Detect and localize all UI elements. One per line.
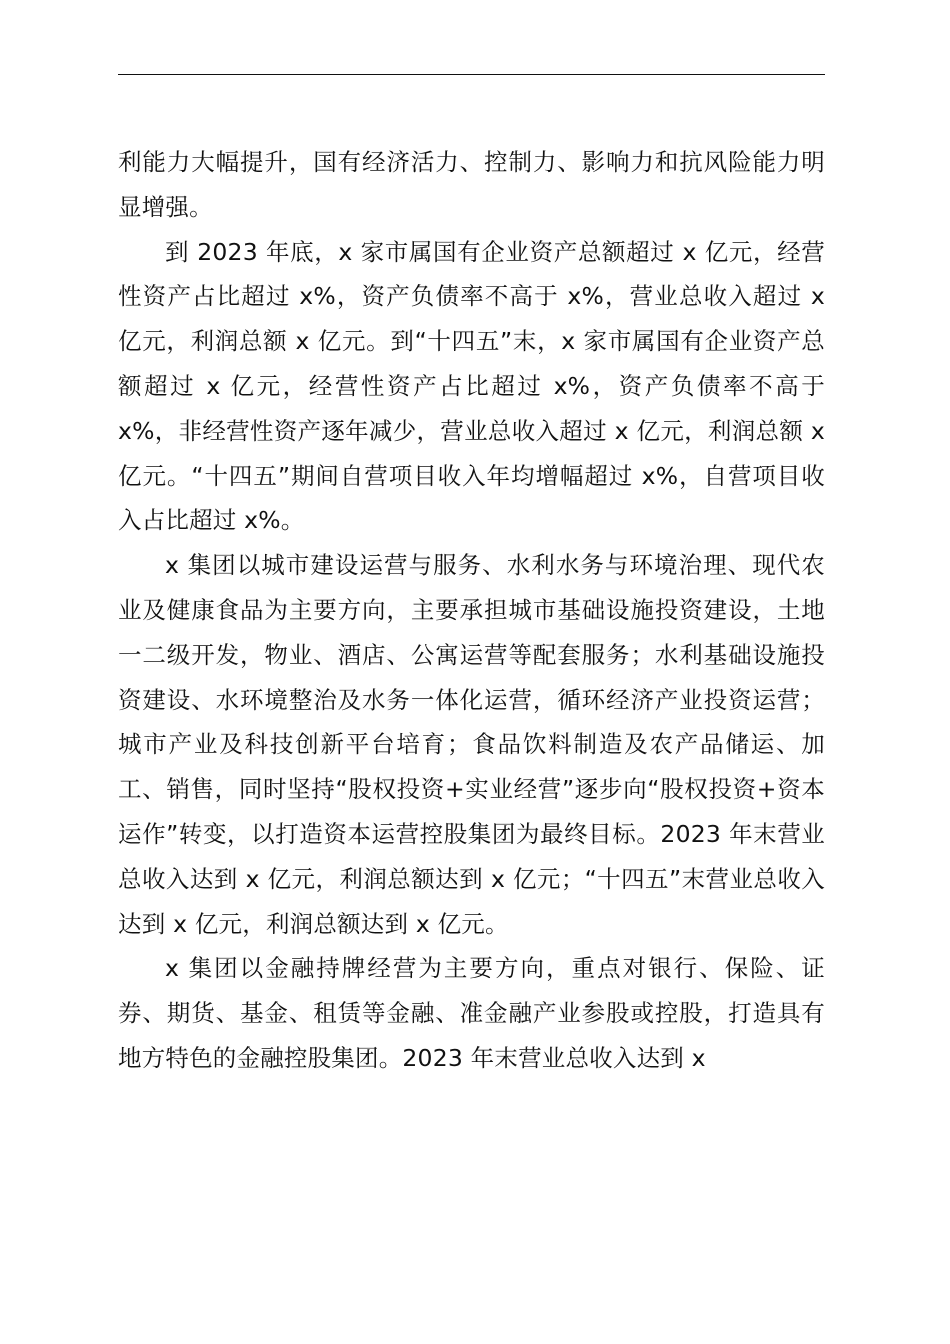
header-rule — [118, 74, 825, 75]
paragraph-2: 到 2023 年底，x 家市属国有企业资产总额超过 x 亿元，经营性资产占比超过 x%，资产负债率不高于 x%，营业总收入超过 x 亿元，利润总额 x 亿元。到“十四五”末，x 家市属国有企业资产总额超过 x 亿元，经营性资产占比超过 x%，资产负债率不高于 x%，非经营性资产逐年减少，营业总收入超过 x 亿元，利润总额 x 亿元。“十四五”期间自营项目收入年均增幅超过 x%，自营项目收入占比超过 x%。 — [118, 237, 825, 535]
document-body — [118, 140, 825, 1081]
paragraph-1: 利能力大幅提升，国有经济活力、控制力、影响力和抗风险能力明显增强。 — [118, 148, 825, 221]
paragraph-3: x 集团以城市建设运营与服务、水利水务与环境治理、现代农业及健康食品为主要方向，主要承担城市基础设施投资建设，土地一二级开发，物业、酒店、公寓运营等配套服务；水利基础设施投资建设、水环境整治及水务一体化运营，循环经济产业投资运营；城市产业及科技创新平台培育；食品饮料制造及农产品储运、加工、销售，同时坚持“股权投资+实业经营”逐步向“股权投资+资本运作”转变，以打造资本运营控股集团为最终目标。2023 年末营业总收入达到 x 亿元，利润总额达到 x 亿元；“十四五”末营业总收入达到 x 亿元，利润总额达到 x 亿元。 — [118, 551, 825, 938]
paragraph-4: x 集团以金融持牌经营为主要方向，重点对银行、保险、证券、期货、基金、租赁等金融、准金融产业参股或控股，打造具有地方特色的金融控股集团。2023 年末营业总收入达到 x — [118, 954, 825, 1072]
